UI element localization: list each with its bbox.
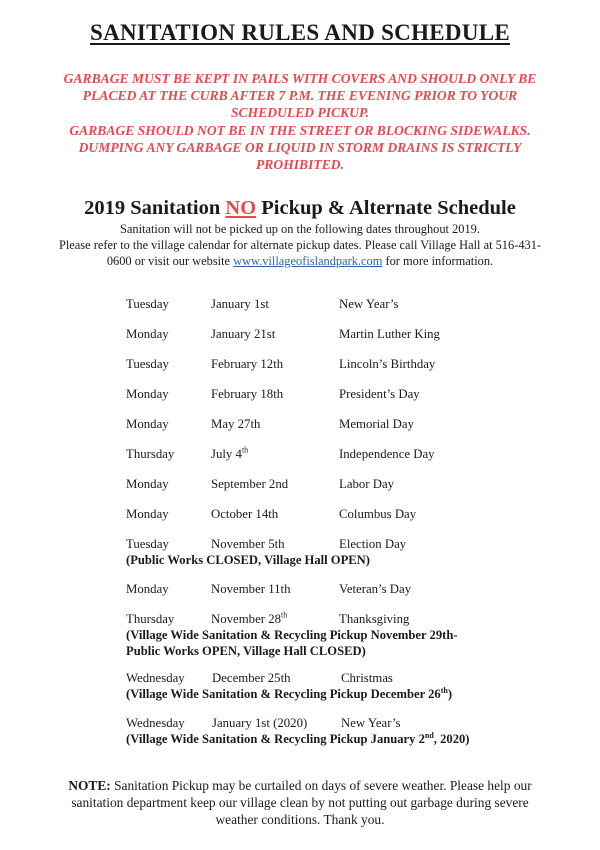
schedule-heading-no: NO [225, 197, 257, 219]
note-label: NOTE: [68, 778, 111, 793]
schedule-holiday: Election Day [339, 537, 407, 551]
page-title [0, 20, 600, 46]
warning-line: PROHIBITED. [256, 157, 344, 173]
schedule-info [20, 221, 580, 269]
schedule-date: May 27th [211, 417, 261, 431]
warning-line: PLACED AT THE CURB AFTER 7 P.M. THE EVENING PRIOR TO YOUR [82, 88, 518, 104]
schedule-date: July 4th [211, 445, 249, 461]
schedule-note [126, 687, 452, 703]
schedule-day: Monday [126, 387, 169, 401]
garbage-rules-warning [30, 70, 570, 173]
note-line [30, 777, 570, 794]
schedule-day: Monday [126, 507, 169, 521]
schedule-day: Wednesday [126, 716, 185, 730]
date-suffix: nd [424, 730, 434, 740]
date-suffix: th [281, 610, 288, 620]
schedule-date: November 11th [211, 582, 291, 596]
warning-line: GARBAGE MUST BE KEPT IN PAILS WITH COVERS AND SHOULD ONLY BE [63, 71, 537, 86]
schedule-note-part: (Village Wide Sanitation & Recycling Pickup December 26 [126, 687, 441, 701]
schedule-heading-part: Pickup & Alternate Schedule [256, 197, 516, 219]
schedule-day: Tuesday [126, 357, 169, 371]
info-line: Please refer to the village calendar for alternate pickup dates. Please call Village Hall at 516-431- [58, 238, 542, 252]
page-title-text: SANITATION RULES AND SCHEDULE [89, 20, 511, 45]
schedule-holiday: Martin Luther King [339, 327, 440, 341]
weather-note [30, 777, 570, 828]
schedule-note: (Public Works CLOSED, Village Hall OPEN) [126, 553, 370, 567]
schedule-holiday: New Year’s [339, 297, 399, 311]
schedule-date: October 14th [211, 507, 279, 521]
schedule-note [126, 732, 469, 748]
table-row [0, 297, 600, 315]
table-row [0, 447, 600, 465]
schedule-holiday: Thanksgiving [339, 612, 410, 626]
table-row [0, 387, 600, 405]
schedule-note: Public Works OPEN, Village Hall CLOSED) [126, 643, 366, 658]
schedule-holiday: Columbus Day [339, 507, 417, 521]
schedule-holiday: Independence Day [339, 447, 435, 461]
schedule-holiday: Labor Day [339, 477, 395, 491]
schedule-day: Wednesday [126, 671, 185, 685]
info-line [20, 253, 580, 269]
schedule-date: November 5th [211, 537, 285, 551]
schedule-day: Tuesday [126, 537, 169, 551]
date-suffix: th [440, 685, 448, 695]
info-line: Sanitation will not be picked up on the following dates throughout 2019. [120, 222, 480, 236]
warning-line: SCHEDULED PICKUP. [231, 105, 369, 121]
note-text: Sanitation Pickup may be curtailed on days of severe weather. Please help our [110, 778, 532, 793]
schedule-holiday: Memorial Day [339, 417, 414, 431]
note-line: weather conditions. Thank you. [215, 812, 385, 827]
schedule-heading-part: 2019 Sanitation [84, 197, 226, 219]
schedule-day: Monday [126, 327, 169, 341]
info-line-part: 0600 or visit our website [106, 254, 234, 268]
schedule-holiday: Lincoln’s Birthday [339, 357, 436, 371]
info-line-part: for more information. [382, 254, 494, 268]
schedule-holiday: New Year’s [341, 716, 401, 730]
schedule-day: Monday [126, 477, 169, 491]
schedule-day: Monday [126, 582, 169, 596]
schedule-heading [0, 197, 600, 220]
date-suffix: th [241, 445, 249, 455]
schedule-day: Monday [126, 417, 169, 431]
table-row [0, 582, 600, 600]
table-row [0, 357, 600, 375]
schedule-note: (Village Wide Sanitation & Recycling Pickup November 29th- [126, 628, 458, 642]
schedule-date: February 18th [211, 387, 284, 401]
schedule-holiday: President’s Day [339, 387, 420, 401]
schedule-day: Tuesday [126, 297, 169, 311]
schedule-holiday: Veteran’s Day [339, 582, 412, 596]
schedule-date: November 28th [211, 610, 288, 626]
schedule-note-part: , 2020) [433, 732, 470, 746]
table-row [0, 327, 600, 345]
schedule-note-part: (Village Wide Sanitation & Recycling Pickup January 2 [126, 732, 425, 746]
schedule-note-part: ) [447, 687, 453, 701]
warning-line: GARBAGE SHOULD NOT BE IN THE STREET OR BLOCKING SIDEWALKS. [69, 122, 531, 138]
schedule-date: September 2nd [211, 477, 289, 491]
schedule-holiday: Christmas [341, 671, 393, 685]
schedule-date: December 25th [212, 671, 291, 685]
table-row [0, 417, 600, 435]
village-website-link[interactable]: www.villageofislandpark.com [233, 254, 383, 268]
schedule-day: Thursday [126, 612, 175, 626]
note-line: sanitation department keep our village clean by not putting out garbage during severe [71, 795, 529, 810]
schedule-date: January 21st [211, 327, 276, 341]
table-row [0, 477, 600, 495]
schedule-date: February 12th [211, 357, 284, 371]
table-row [0, 507, 600, 525]
schedule-date: January 1st (2020) [212, 716, 308, 730]
schedule-date: January 1st [211, 297, 269, 311]
warning-line: DUMPING ANY GARBAGE OR LIQUID IN STORM DRAINS IS STRICTLY [78, 139, 522, 155]
schedule-day: Thursday [126, 447, 175, 461]
